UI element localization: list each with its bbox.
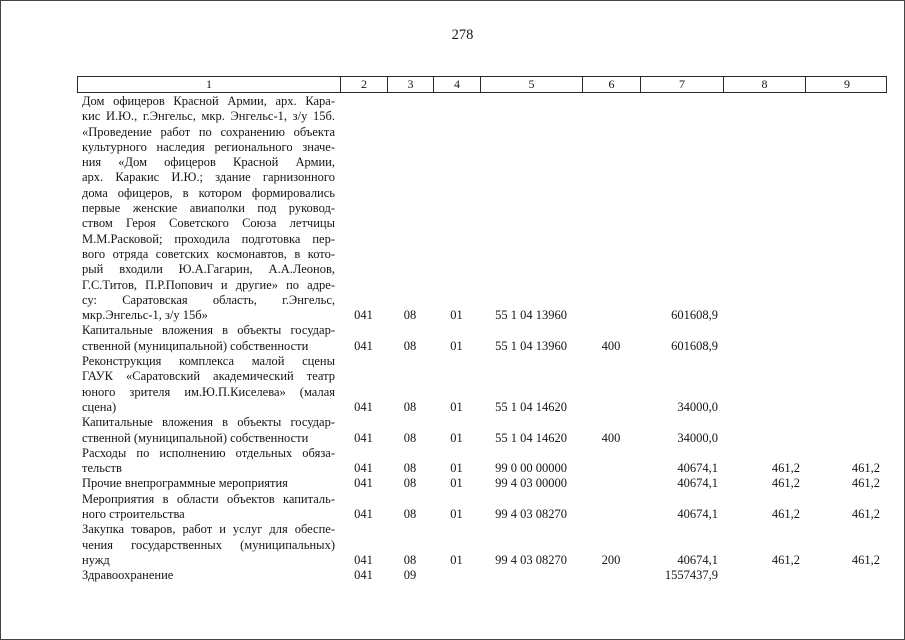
row-title-cell bbox=[77, 415, 340, 446]
table-row bbox=[77, 415, 887, 446]
row-title-cell bbox=[77, 94, 340, 323]
row-value-col9: 461,2 bbox=[851, 476, 880, 491]
row-value-col7: 1557437,9 bbox=[664, 568, 718, 583]
row-title-line: Капитальные вложения в объекты государ- bbox=[82, 415, 335, 430]
header-cell-col3: 3 bbox=[388, 77, 434, 92]
row-title-line: Мероприятия в области объектов капиталь- bbox=[82, 491, 335, 506]
row-title-line: мкр.Энгельс-1, з/у 15б» bbox=[82, 308, 208, 323]
table-body bbox=[77, 94, 887, 584]
row-value-col5: 99 4 03 08270 bbox=[495, 507, 567, 522]
budget-table bbox=[77, 76, 887, 584]
row-value-col3: 08 bbox=[403, 461, 417, 476]
row-title-cell bbox=[77, 522, 340, 568]
row-title-line: ством Героя Советского Союза летчицы bbox=[82, 216, 335, 231]
row-value-col5: 55 1 04 13960 bbox=[495, 308, 567, 323]
table-row bbox=[77, 446, 887, 477]
header-cell-col4: 4 bbox=[434, 77, 481, 92]
row-value-col8: 461,2 bbox=[771, 507, 800, 522]
row-value-col5: 99 4 03 08270 bbox=[495, 552, 567, 567]
row-value-col5: 99 4 03 00000 bbox=[495, 476, 567, 491]
table-header-row bbox=[77, 76, 887, 93]
header-cell-col8: 8 bbox=[724, 77, 806, 92]
row-title-line: рый входили Ю.А.Гагарин, А.А.Леонов, bbox=[82, 262, 335, 277]
row-value-col4: 01 bbox=[450, 552, 463, 567]
row-value-col2: 041 bbox=[354, 568, 373, 583]
row-title-line: ГАУК «Саратовский академический театр bbox=[82, 369, 335, 384]
row-title-line: Закупка товаров, работ и услуг для обеспе- bbox=[82, 522, 335, 537]
table-row bbox=[77, 522, 887, 568]
row-value-col4: 01 bbox=[450, 308, 463, 323]
table-row bbox=[77, 94, 887, 323]
row-title-line: Реконструкция комплекса малой сцены bbox=[82, 354, 335, 369]
row-value-col7: 40674,1 bbox=[677, 552, 718, 567]
row-title-line: кис И.Ю., г.Энгельс, мкр. Энгельс-1, з/у 15б. bbox=[82, 109, 335, 124]
header-cell-col5: 5 bbox=[481, 77, 583, 92]
row-value-col7: 601608,9 bbox=[671, 338, 718, 353]
row-value-col4: 01 bbox=[450, 338, 463, 353]
row-value-col8: 461,2 bbox=[771, 552, 800, 567]
row-value-col2: 041 bbox=[354, 338, 373, 353]
table-row bbox=[77, 476, 887, 491]
row-title-line: ственной (муниципальной) собственности bbox=[82, 430, 309, 445]
header-cell-col9: 9 bbox=[844, 77, 850, 91]
row-title-line: Здравоохранение bbox=[82, 568, 174, 583]
row-title-line: М.М.Расковой; проходила подготовка пер- bbox=[82, 231, 335, 246]
row-value-col3: 08 bbox=[403, 430, 417, 445]
row-value-col7: 34000,0 bbox=[677, 430, 718, 445]
row-value-col2: 041 bbox=[354, 552, 373, 567]
row-title-cell bbox=[77, 492, 340, 523]
row-value-col3: 08 bbox=[403, 507, 417, 522]
row-value-col9: 461,2 bbox=[851, 552, 880, 567]
row-value-col9: 461,2 bbox=[851, 507, 880, 522]
row-value-col5: 55 1 04 13960 bbox=[495, 338, 567, 353]
row-value-col3: 08 bbox=[403, 338, 417, 353]
row-value-col6: 400 bbox=[601, 338, 621, 353]
row-title-cell bbox=[77, 323, 340, 354]
row-value-col7: 34000,0 bbox=[677, 399, 718, 414]
row-value-col6: 400 bbox=[601, 430, 621, 445]
row-value-col4: 01 bbox=[450, 461, 463, 476]
row-value-col8: 461,2 bbox=[771, 461, 800, 476]
row-title-line: юного зрителя им.Ю.П.Киселева» (малая bbox=[82, 384, 335, 399]
row-value-col8: 461,2 bbox=[771, 476, 800, 491]
row-title-line: Дом офицеров Красной Армии, арх. Кара- bbox=[82, 94, 335, 108]
row-value-col6: 200 bbox=[601, 552, 621, 567]
row-title-cell bbox=[77, 476, 340, 491]
row-value-col3: 08 bbox=[403, 476, 417, 491]
row-value-col7: 40674,1 bbox=[677, 507, 718, 522]
row-value-col7: 40674,1 bbox=[677, 461, 718, 476]
row-value-col2: 041 bbox=[354, 476, 373, 491]
row-value-col3: 08 bbox=[403, 552, 417, 567]
row-value-col3: 09 bbox=[403, 568, 417, 583]
row-title-line: вого отряда советских космонавтов, в кото- bbox=[82, 246, 335, 261]
row-value-col3: 08 bbox=[403, 308, 417, 323]
row-value-col5: 55 1 04 14620 bbox=[495, 399, 567, 414]
row-title-line: культурного наследия регионального значе- bbox=[82, 139, 335, 154]
row-title-line: су: Саратовская область, г.Энгельс, bbox=[82, 292, 335, 307]
row-value-col4: 01 bbox=[450, 399, 463, 414]
row-title-line: Г.С.Титов, П.Р.Попович и другие» по адре- bbox=[82, 277, 335, 292]
row-value-col7: 40674,1 bbox=[677, 476, 718, 491]
row-title-cell bbox=[77, 354, 340, 415]
row-value-col2: 041 bbox=[354, 507, 373, 522]
row-value-col5: 99 0 00 00000 bbox=[495, 461, 567, 476]
row-title-line: ного строительства bbox=[82, 507, 185, 522]
row-title-line: первые женские авиаполки под руковод- bbox=[82, 201, 335, 216]
row-value-col7: 601608,9 bbox=[671, 308, 718, 323]
row-title-line: сцена) bbox=[82, 399, 117, 414]
row-title-line: Прочие внепрограммные мероприятия bbox=[82, 476, 288, 491]
header-cell-col1: 1 bbox=[78, 77, 341, 92]
header-cell-col2: 2 bbox=[341, 77, 388, 92]
row-value-col3: 08 bbox=[403, 399, 417, 414]
row-value-col4: 01 bbox=[450, 430, 463, 445]
row-title-line: ственной (муниципальной) собственности bbox=[82, 338, 309, 353]
row-title-line: Капитальные вложения в объекты государ- bbox=[82, 323, 335, 338]
row-value-col5: 55 1 04 14620 bbox=[495, 430, 567, 445]
page-number: 278 bbox=[451, 27, 474, 43]
row-title-line: ния «Дом офицеров Красной Армии, bbox=[82, 155, 335, 170]
header-cell-col7: 7 bbox=[641, 77, 724, 92]
row-title-line: чения государственных (муниципальных) bbox=[82, 537, 335, 552]
table-row bbox=[77, 492, 887, 523]
table-row bbox=[77, 568, 887, 583]
row-title-line: Расходы по исполнению отдельных обяза- bbox=[82, 445, 335, 460]
row-title-line: дома офицеров, в котором формировались bbox=[82, 185, 335, 200]
row-title-cell bbox=[77, 446, 340, 477]
row-value-col2: 041 bbox=[354, 461, 373, 476]
header-cell-col6: 6 bbox=[583, 77, 641, 92]
row-value-col4: 01 bbox=[450, 476, 463, 491]
row-value-col9: 461,2 bbox=[851, 461, 880, 476]
row-title-line: нужд bbox=[82, 552, 110, 567]
table-row bbox=[77, 323, 887, 354]
row-title-line: «Проведение работ по сохранению объекта bbox=[82, 124, 335, 139]
row-value-col2: 041 bbox=[354, 308, 373, 323]
row-value-col2: 041 bbox=[354, 430, 373, 445]
row-title-cell bbox=[77, 568, 340, 583]
row-title-line: тельств bbox=[82, 461, 122, 476]
row-value-col4: 01 bbox=[450, 507, 463, 522]
row-value-col2: 041 bbox=[354, 399, 373, 414]
table-row bbox=[77, 354, 887, 415]
row-title-line: арх. Каракис И.Ю.; здание гарнизонного bbox=[82, 170, 335, 185]
